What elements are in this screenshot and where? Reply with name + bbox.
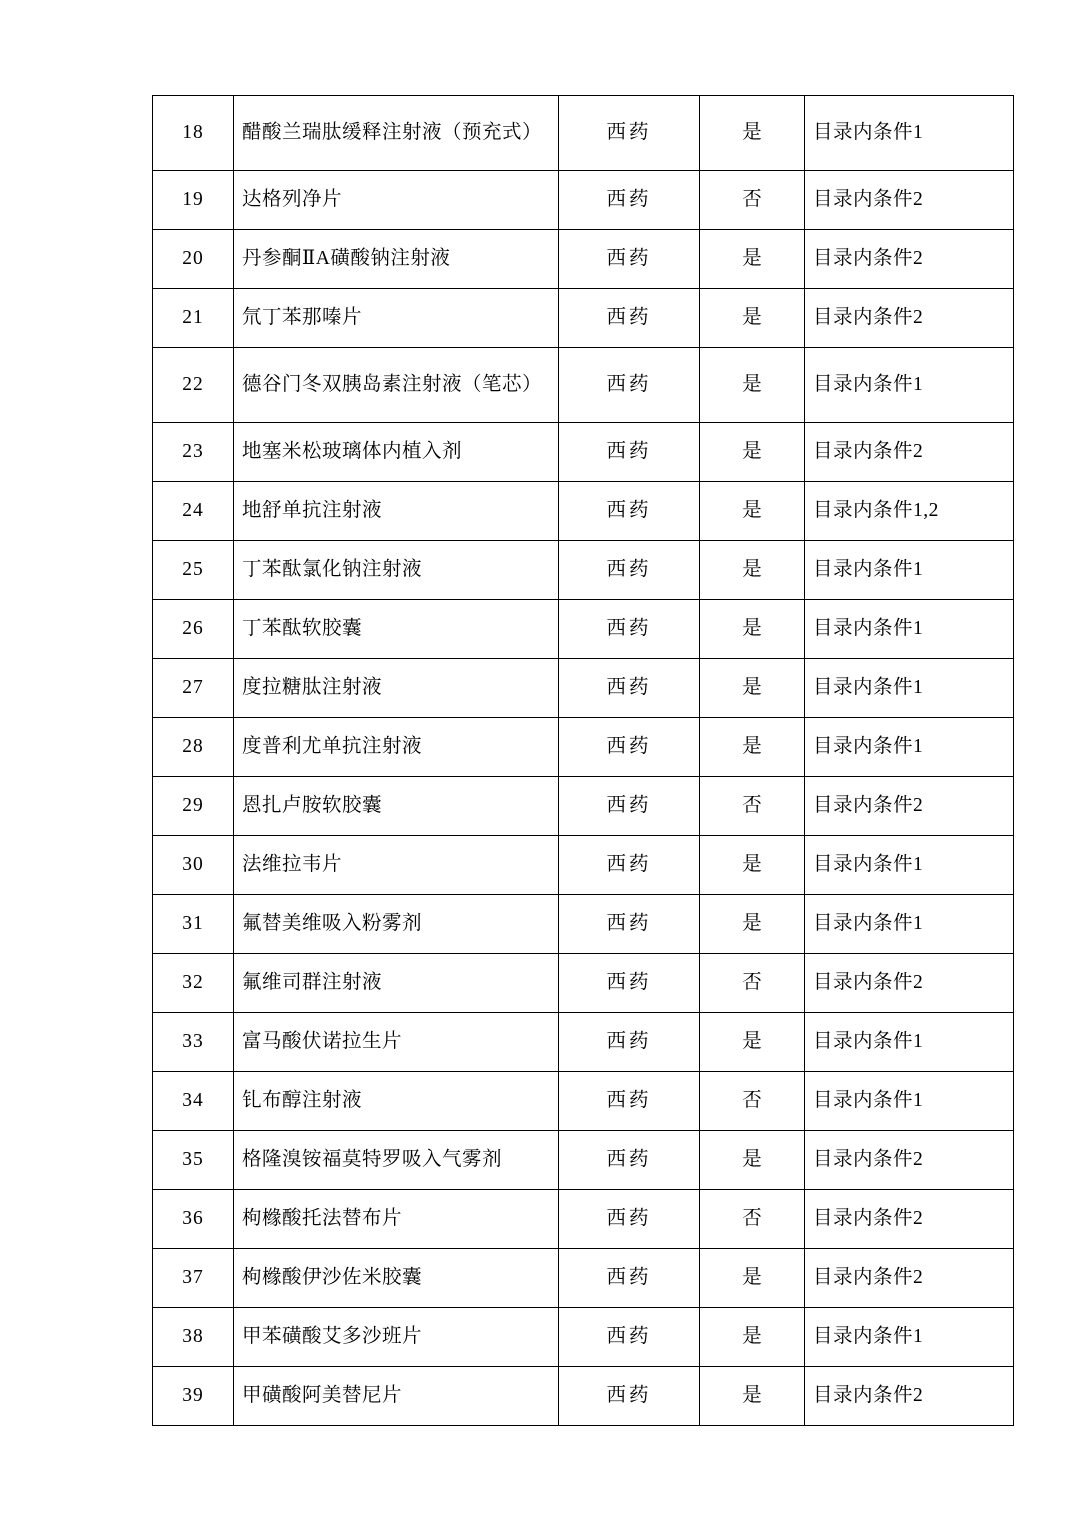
cell-catalog-condition: 目录内条件2 <box>805 1367 1014 1426</box>
cell-catalog-condition: 目录内条件1 <box>805 348 1014 423</box>
cell-catalog-condition: 目录内条件2 <box>805 1249 1014 1308</box>
cell-index: 21 <box>153 289 234 348</box>
table-row <box>153 541 1014 600</box>
table-row <box>153 1308 1014 1367</box>
table-row <box>153 289 1014 348</box>
cell-index: 24 <box>153 482 234 541</box>
cell-negotiation-flag: 是 <box>700 230 805 289</box>
cell-drug-type: 西药 <box>559 96 700 171</box>
cell-catalog-condition: 目录内条件1 <box>805 1308 1014 1367</box>
table-row <box>153 1249 1014 1308</box>
table-row <box>153 230 1014 289</box>
cell-drug-name: 达格列净片 <box>234 171 559 230</box>
cell-catalog-condition: 目录内条件2 <box>805 1190 1014 1249</box>
cell-drug-type: 西药 <box>559 659 700 718</box>
cell-negotiation-flag: 是 <box>700 423 805 482</box>
table-row <box>153 777 1014 836</box>
cell-catalog-condition: 目录内条件1 <box>805 895 1014 954</box>
cell-drug-type: 西药 <box>559 541 700 600</box>
cell-drug-type: 西药 <box>559 1367 700 1426</box>
cell-catalog-condition: 目录内条件2 <box>805 1131 1014 1190</box>
cell-drug-type: 西药 <box>559 423 700 482</box>
cell-drug-name: 度拉糖肽注射液 <box>234 659 559 718</box>
cell-index: 19 <box>153 171 234 230</box>
cell-negotiation-flag: 否 <box>700 954 805 1013</box>
cell-index: 28 <box>153 718 234 777</box>
cell-drug-type: 西药 <box>559 954 700 1013</box>
cell-catalog-condition: 目录内条件2 <box>805 954 1014 1013</box>
cell-drug-name: 丁苯酞软胶囊 <box>234 600 559 659</box>
cell-drug-type: 西药 <box>559 777 700 836</box>
cell-drug-name: 枸橼酸托法替布片 <box>234 1190 559 1249</box>
cell-catalog-condition: 目录内条件1 <box>805 659 1014 718</box>
table-row <box>153 1072 1014 1131</box>
cell-drug-name: 度普利尤单抗注射液 <box>234 718 559 777</box>
table-row <box>153 1013 1014 1072</box>
cell-negotiation-flag: 否 <box>700 171 805 230</box>
cell-index: 20 <box>153 230 234 289</box>
cell-drug-type: 西药 <box>559 1013 700 1072</box>
cell-index: 26 <box>153 600 234 659</box>
cell-negotiation-flag: 是 <box>700 289 805 348</box>
table-row <box>153 1190 1014 1249</box>
cell-drug-type: 西药 <box>559 718 700 777</box>
table-row <box>153 1131 1014 1190</box>
cell-drug-type: 西药 <box>559 600 700 659</box>
cell-catalog-condition: 目录内条件2 <box>805 230 1014 289</box>
table-row <box>153 895 1014 954</box>
cell-drug-type: 西药 <box>559 1190 700 1249</box>
cell-drug-type: 西药 <box>559 1249 700 1308</box>
cell-drug-type: 西药 <box>559 836 700 895</box>
cell-negotiation-flag: 否 <box>700 1190 805 1249</box>
table-row <box>153 1367 1014 1426</box>
cell-negotiation-flag: 是 <box>700 1013 805 1072</box>
cell-drug-name: 地塞米松玻璃体内植入剂 <box>234 423 559 482</box>
cell-drug-name: 枸橼酸伊沙佐米胶囊 <box>234 1249 559 1308</box>
cell-negotiation-flag: 否 <box>700 777 805 836</box>
table-row <box>153 96 1014 171</box>
cell-drug-name: 氟维司群注射液 <box>234 954 559 1013</box>
cell-negotiation-flag: 是 <box>700 836 805 895</box>
cell-drug-name: 甲磺酸阿美替尼片 <box>234 1367 559 1426</box>
cell-drug-name: 德谷门冬双胰岛素注射液（笔芯） <box>234 348 559 423</box>
table-row <box>153 836 1014 895</box>
cell-drug-type: 西药 <box>559 289 700 348</box>
cell-catalog-condition: 目录内条件1,2 <box>805 482 1014 541</box>
cell-index: 27 <box>153 659 234 718</box>
cell-catalog-condition: 目录内条件1 <box>805 1013 1014 1072</box>
drug-list-table <box>152 95 1014 1426</box>
cell-index: 39 <box>153 1367 234 1426</box>
cell-drug-name: 恩扎卢胺软胶囊 <box>234 777 559 836</box>
table-row <box>153 482 1014 541</box>
cell-drug-name: 丹参酮ⅡA磺酸钠注射液 <box>234 230 559 289</box>
cell-drug-type: 西药 <box>559 171 700 230</box>
cell-index: 33 <box>153 1013 234 1072</box>
cell-index: 22 <box>153 348 234 423</box>
cell-drug-name: 醋酸兰瑞肽缓释注射液（预充式） <box>234 96 559 171</box>
table-row <box>153 348 1014 423</box>
cell-catalog-condition: 目录内条件1 <box>805 541 1014 600</box>
cell-catalog-condition: 目录内条件2 <box>805 423 1014 482</box>
cell-index: 32 <box>153 954 234 1013</box>
cell-index: 31 <box>153 895 234 954</box>
cell-negotiation-flag: 是 <box>700 1367 805 1426</box>
cell-negotiation-flag: 是 <box>700 96 805 171</box>
cell-negotiation-flag: 是 <box>700 482 805 541</box>
cell-drug-name: 甲苯磺酸艾多沙班片 <box>234 1308 559 1367</box>
table-row <box>153 954 1014 1013</box>
cell-catalog-condition: 目录内条件1 <box>805 1072 1014 1131</box>
cell-drug-type: 西药 <box>559 348 700 423</box>
cell-drug-name: 格隆溴铵福莫特罗吸入气雾剂 <box>234 1131 559 1190</box>
cell-drug-type: 西药 <box>559 1131 700 1190</box>
cell-index: 23 <box>153 423 234 482</box>
cell-drug-type: 西药 <box>559 230 700 289</box>
cell-negotiation-flag: 否 <box>700 1072 805 1131</box>
cell-drug-type: 西药 <box>559 1308 700 1367</box>
cell-index: 30 <box>153 836 234 895</box>
cell-drug-name: 丁苯酞氯化钠注射液 <box>234 541 559 600</box>
cell-negotiation-flag: 是 <box>700 1308 805 1367</box>
cell-drug-name: 钆布醇注射液 <box>234 1072 559 1131</box>
cell-catalog-condition: 目录内条件1 <box>805 836 1014 895</box>
cell-drug-name: 氟替美维吸入粉雾剂 <box>234 895 559 954</box>
cell-index: 37 <box>153 1249 234 1308</box>
cell-drug-name: 富马酸伏诺拉生片 <box>234 1013 559 1072</box>
cell-catalog-condition: 目录内条件1 <box>805 96 1014 171</box>
cell-drug-type: 西药 <box>559 895 700 954</box>
cell-index: 35 <box>153 1131 234 1190</box>
cell-negotiation-flag: 是 <box>700 1131 805 1190</box>
cell-negotiation-flag: 是 <box>700 895 805 954</box>
cell-index: 38 <box>153 1308 234 1367</box>
cell-catalog-condition: 目录内条件2 <box>805 171 1014 230</box>
cell-negotiation-flag: 是 <box>700 600 805 659</box>
cell-negotiation-flag: 是 <box>700 718 805 777</box>
cell-catalog-condition: 目录内条件1 <box>805 600 1014 659</box>
cell-index: 18 <box>153 96 234 171</box>
cell-index: 29 <box>153 777 234 836</box>
cell-drug-name: 法维拉韦片 <box>234 836 559 895</box>
cell-negotiation-flag: 是 <box>700 541 805 600</box>
table-row <box>153 718 1014 777</box>
cell-index: 34 <box>153 1072 234 1131</box>
cell-drug-type: 西药 <box>559 1072 700 1131</box>
cell-catalog-condition: 目录内条件1 <box>805 718 1014 777</box>
cell-catalog-condition: 目录内条件2 <box>805 289 1014 348</box>
cell-negotiation-flag: 是 <box>700 659 805 718</box>
cell-negotiation-flag: 是 <box>700 348 805 423</box>
cell-drug-name: 地舒单抗注射液 <box>234 482 559 541</box>
cell-negotiation-flag: 是 <box>700 1249 805 1308</box>
table-row <box>153 423 1014 482</box>
cell-index: 25 <box>153 541 234 600</box>
table-row <box>153 659 1014 718</box>
cell-drug-type: 西药 <box>559 482 700 541</box>
table-body <box>153 96 1014 1426</box>
cell-index: 36 <box>153 1190 234 1249</box>
table-row <box>153 600 1014 659</box>
table-row <box>153 171 1014 230</box>
cell-catalog-condition: 目录内条件2 <box>805 777 1014 836</box>
cell-drug-name: 氘丁苯那嗪片 <box>234 289 559 348</box>
